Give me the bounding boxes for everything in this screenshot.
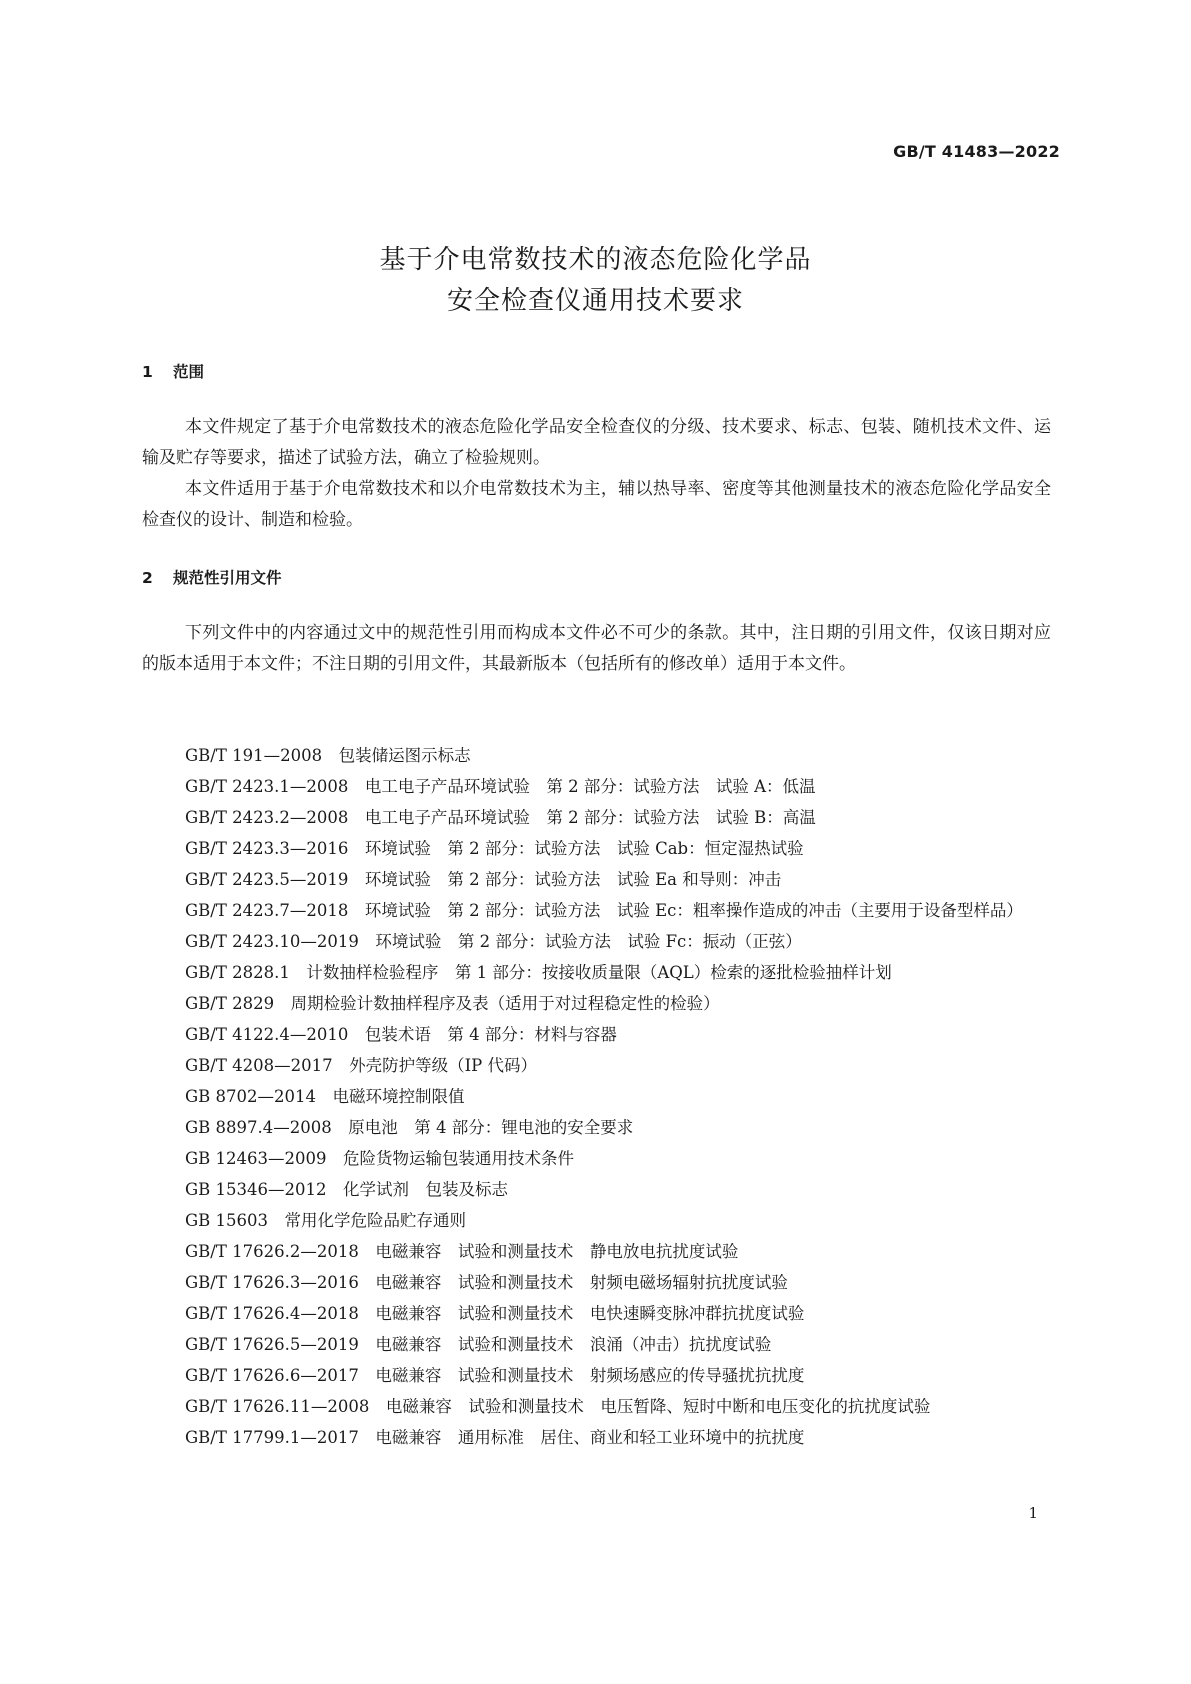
- title-line-2: 安全检查仪通用技术要求: [446, 286, 744, 316]
- section-1-heading: [142, 360, 204, 382]
- reference-item: GB 12463—2009 危险货物运输包装通用技术条件: [185, 1149, 575, 1168]
- reference-item: GB/T 2423.1—2008 电工电子产品环境试验 第 2 部分：试验方法 试验 A：低温: [185, 777, 816, 796]
- reference-item: GB/T 2423.7—2018 环境试验 第 2 部分：试验方法 试验 Ec：粗率操作造成的冲击（主要用于设备型样品）: [185, 901, 1023, 920]
- reference-item: GB/T 4208—2017 外壳防护等级（IP 代码）: [185, 1056, 537, 1075]
- reference-item: GB/T 2423.3—2016 环境试验 第 2 部分：试验方法 试验 Cab：恒定湿热试验: [185, 839, 804, 858]
- section-1-paragraph-2: 本文件适用于基于介电常数技术和以介电常数技术为主，辅以热导率、密度等其他测量技术的液态危险化学品安全检查仪的设计、制造和检验。: [142, 479, 1051, 530]
- section-2-intro: 下列文件中的内容通过文中的规范性引用而构成本文件必不可少的条款。其中，注日期的引用文件，仅该日期对应的版本适用于本文件；不注日期的引用文件，其最新版本（包括所有的修改单）适用于本文件。: [142, 623, 1051, 674]
- normative-references-list: [142, 740, 1051, 1453]
- reference-item: GB/T 17626.6—2017 电磁兼容 试验和测量技术 射频场感应的传导骚扰抗扰度: [185, 1366, 805, 1385]
- reference-item: GB/T 17626.2—2018 电磁兼容 试验和测量技术 静电放电抗扰度试验: [185, 1242, 739, 1261]
- section-2-heading: [142, 566, 282, 588]
- document-title: [0, 240, 1191, 322]
- section-2-number: 2: [142, 569, 153, 587]
- reference-item: GB/T 2423.5—2019 环境试验 第 2 部分：试验方法 试验 Ea 和导则：冲击: [185, 870, 782, 889]
- section-2-title: 规范性引用文件: [173, 569, 282, 587]
- reference-item: GB 8702—2014 电磁环境控制限值: [185, 1087, 465, 1106]
- reference-item: GB/T 17626.3—2016 电磁兼容 试验和测量技术 射频电磁场辐射抗扰度试验: [185, 1273, 788, 1292]
- reference-item: GB/T 2423.10—2019 环境试验 第 2 部分：试验方法 试验 Fc：振动（正弦）: [185, 932, 802, 951]
- reference-item: GB/T 2829 周期检验计数抽样程序及表（适用于对过程稳定性的检验）: [185, 994, 720, 1013]
- section-1-number: 1: [142, 363, 153, 381]
- reference-item: GB/T 17626.5—2019 电磁兼容 试验和测量技术 浪涌（冲击）抗扰度试验: [185, 1335, 772, 1354]
- reference-item: GB/T 191—2008 包装储运图示标志: [185, 746, 471, 765]
- reference-item: GB/T 4122.4—2010 包装术语 第 4 部分：材料与容器: [185, 1025, 617, 1044]
- standard-number: GB/T 41483—2022: [893, 142, 1060, 161]
- section-1-title: 范围: [173, 363, 205, 381]
- reference-item: GB/T 2423.2—2008 电工电子产品环境试验 第 2 部分：试验方法 试验 B：高温: [185, 808, 816, 827]
- reference-item: GB 8897.4—2008 原电池 第 4 部分：锂电池的安全要求: [185, 1118, 634, 1137]
- reference-item: GB/T 2828.1 计数抽样检验程序 第 1 部分：按接收质量限（AQL）检索的逐批检验抽样计划: [185, 963, 892, 982]
- reference-item: GB/T 17626.11—2008 电磁兼容 试验和测量技术 电压暂降、短时中断和电压变化的抗扰度试验: [185, 1397, 931, 1416]
- section-1-paragraph-1: 本文件规定了基于介电常数技术的液态危险化学品安全检查仪的分级、技术要求、标志、包装、随机技术文件、运输及贮存等要求，描述了试验方法，确立了检验规则。: [142, 417, 1051, 468]
- reference-item: GB/T 17799.1—2017 电磁兼容 通用标准 居住、商业和轻工业环境中的抗扰度: [185, 1428, 805, 1447]
- title-line-1: 基于介电常数技术的液态危险化学品: [379, 245, 812, 275]
- page-number: 1: [1028, 1504, 1038, 1522]
- reference-item: GB 15603 常用化学危险品贮存通则: [185, 1211, 467, 1230]
- reference-item: GB/T 17626.4—2018 电磁兼容 试验和测量技术 电快速瞬变脉冲群抗扰度试验: [185, 1304, 805, 1323]
- reference-item: GB 15346—2012 化学试剂 包装及标志: [185, 1180, 509, 1199]
